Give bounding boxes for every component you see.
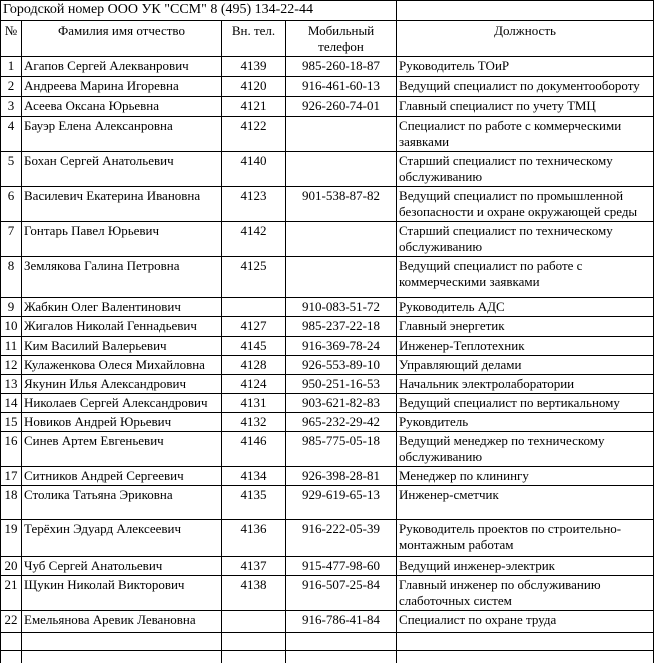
- cell-mobile[interactable]: 926-260-74-01: [286, 97, 397, 117]
- empty-cell: [22, 633, 222, 651]
- table-row: [1, 356, 654, 375]
- cell-name[interactable]: Новиков Андрей Юрьевич: [22, 413, 222, 432]
- cell-ext[interactable]: 4127: [222, 317, 286, 337]
- table-row: [1, 467, 654, 486]
- column-header-ext: Вн. тел.: [222, 21, 286, 57]
- cell-mobile[interactable]: 916-786-41-84: [286, 611, 397, 633]
- cell-num[interactable]: 8: [1, 257, 22, 298]
- cell-position[interactable]: Инженер-Теплотехник: [397, 337, 654, 356]
- cell-position[interactable]: Специалист по работе с коммерческими заявками: [397, 117, 654, 152]
- cell-mobile[interactable]: 915-477-98-60: [286, 557, 397, 576]
- cell-position[interactable]: Инженер-сметчик: [397, 486, 654, 520]
- table-row: [1, 413, 654, 432]
- header-row: [1, 21, 654, 57]
- cell-ext[interactable]: [222, 611, 286, 633]
- cell-mobile[interactable]: 916-461-60-13: [286, 77, 397, 97]
- cell-mobile[interactable]: 950-251-16-53: [286, 375, 397, 394]
- table-row: [1, 432, 654, 467]
- table-row: [1, 486, 654, 520]
- table-row: [1, 257, 654, 298]
- cell-name[interactable]: Гонтарь Павел Юрьевич: [22, 222, 222, 257]
- cell-mobile[interactable]: 926-553-89-10: [286, 356, 397, 375]
- cell-ext[interactable]: 4134: [222, 467, 286, 486]
- cell-position[interactable]: Ведущий специалист по работе с коммерческими заявками: [397, 257, 654, 298]
- cell-position[interactable]: Ведущий специалист по документообороту: [397, 77, 654, 97]
- cell-ext[interactable]: 4135: [222, 486, 286, 520]
- cell-name[interactable]: Емельянова Аревик Левановна: [22, 611, 222, 633]
- cell-num[interactable]: 18: [1, 486, 22, 520]
- cell-ext[interactable]: 4123: [222, 187, 286, 222]
- cell-name[interactable]: Асеева Оксана Юрьевна: [22, 97, 222, 117]
- cell-position[interactable]: Руководитель ТОиР: [397, 57, 654, 77]
- cell-position[interactable]: Начальник электролаборатории: [397, 375, 654, 394]
- cell-name[interactable]: Щукин Николай Викторович: [22, 576, 222, 611]
- cell-ext[interactable]: 4139: [222, 57, 286, 77]
- cell-position[interactable]: Управляющий делами: [397, 356, 654, 375]
- cell-name[interactable]: Василевич Екатерина Ивановна: [22, 187, 222, 222]
- cell-num[interactable]: 1: [1, 57, 22, 77]
- cell-num[interactable]: 16: [1, 432, 22, 467]
- cell-ext[interactable]: 4120: [222, 77, 286, 97]
- cell-position[interactable]: Ведущий специалист по промышленной безопасности и охране окружающей среды: [397, 187, 654, 222]
- cell-mobile[interactable]: 916-507-25-84: [286, 576, 397, 611]
- cell-name[interactable]: Кулаженкова Олеся Михайловна: [22, 356, 222, 375]
- empty-cell: [1, 633, 22, 651]
- empty-cell: [397, 651, 654, 663]
- cell-num[interactable]: 15: [1, 413, 22, 432]
- cell-position[interactable]: Ведущий специалист по вертикальному: [397, 394, 654, 413]
- empty-row: [1, 651, 654, 663]
- cell-mobile[interactable]: 985-260-18-87: [286, 57, 397, 77]
- cell-mobile[interactable]: 916-222-05-39: [286, 520, 397, 557]
- table-row: [1, 152, 654, 187]
- cell-name[interactable]: Жигалов Николай Геннадьевич: [22, 317, 222, 337]
- cell-name[interactable]: Бохан Сергей Анатольевич: [22, 152, 222, 187]
- table-row: [1, 611, 654, 633]
- cell-mobile[interactable]: 916-369-78-24: [286, 337, 397, 356]
- cell-ext[interactable]: 4138: [222, 576, 286, 611]
- cell-position[interactable]: Руководитель АДС: [397, 298, 654, 317]
- table-row: [1, 97, 654, 117]
- cell-ext[interactable]: 4140: [222, 152, 286, 187]
- cell-mobile[interactable]: [286, 152, 397, 187]
- table-title: Городской номер ООО УК "ССМ" 8 (495) 134-22-44: [1, 1, 397, 21]
- cell-name[interactable]: Андреева Марина Игоревна: [22, 77, 222, 97]
- table-row: [1, 187, 654, 222]
- cell-name[interactable]: Якунин Илья Александрович: [22, 375, 222, 394]
- cell-position[interactable]: Специалист по охране труда: [397, 611, 654, 633]
- cell-name[interactable]: Синев Артем Евгеньевич: [22, 432, 222, 467]
- empty-cell: [22, 651, 222, 663]
- cell-num[interactable]: 13: [1, 375, 22, 394]
- cell-ext[interactable]: 4124: [222, 375, 286, 394]
- cell-position[interactable]: Главный энергетик: [397, 317, 654, 337]
- table-row: [1, 557, 654, 576]
- empty-cell: [286, 633, 397, 651]
- cell-num[interactable]: 21: [1, 576, 22, 611]
- cell-mobile[interactable]: 929-619-65-13: [286, 486, 397, 520]
- empty-row: [1, 633, 654, 651]
- cell-num[interactable]: 5: [1, 152, 22, 187]
- empty-cell: [286, 651, 397, 663]
- cell-mobile[interactable]: 903-621-82-83: [286, 394, 397, 413]
- cell-num[interactable]: 2: [1, 77, 22, 97]
- cell-mobile[interactable]: 901-538-87-82: [286, 187, 397, 222]
- table-row: [1, 77, 654, 97]
- cell-name[interactable]: Ким Василий Валерьевич: [22, 337, 222, 356]
- column-header-mobile: Мобильный телефон: [286, 21, 397, 57]
- cell-num[interactable]: 10: [1, 317, 22, 337]
- cell-mobile[interactable]: [286, 257, 397, 298]
- cell-ext[interactable]: 4125: [222, 257, 286, 298]
- cell-position[interactable]: Главный инженер по обслуживанию слаботочных систем: [397, 576, 654, 611]
- cell-position[interactable]: Старший специалист по техническому обслуживанию: [397, 152, 654, 187]
- table-row: [1, 576, 654, 611]
- cell-position[interactable]: Руковдитель: [397, 413, 654, 432]
- cell-ext[interactable]: 4142: [222, 222, 286, 257]
- cell-ext[interactable]: [222, 298, 286, 317]
- table-row: [1, 337, 654, 356]
- cell-ext[interactable]: 4137: [222, 557, 286, 576]
- cell-num[interactable]: 11: [1, 337, 22, 356]
- cell-mobile[interactable]: [286, 222, 397, 257]
- table-row: [1, 520, 654, 557]
- cell-mobile[interactable]: [286, 117, 397, 152]
- empty-cell: [1, 651, 22, 663]
- cell-name[interactable]: Чуб Сергей Анатольевич: [22, 557, 222, 576]
- cell-ext[interactable]: 4145: [222, 337, 286, 356]
- cell-num[interactable]: 9: [1, 298, 22, 317]
- cell-ext[interactable]: 4131: [222, 394, 286, 413]
- cell-num[interactable]: 6: [1, 187, 22, 222]
- cell-ext[interactable]: 4128: [222, 356, 286, 375]
- table-row: [1, 317, 654, 337]
- cell-mobile[interactable]: 985-775-05-18: [286, 432, 397, 467]
- table-row: [1, 298, 654, 317]
- cell-ext[interactable]: 4122: [222, 117, 286, 152]
- cell-position[interactable]: Руководитель проектов по строительно-монтажным работам: [397, 520, 654, 557]
- cell-ext[interactable]: 4136: [222, 520, 286, 557]
- title-side-cell: [397, 1, 654, 21]
- column-header-num: №: [1, 21, 22, 57]
- cell-name[interactable]: Николаев Сергей Александрович: [22, 394, 222, 413]
- cell-ext[interactable]: 4132: [222, 413, 286, 432]
- cell-num[interactable]: 22: [1, 611, 22, 633]
- cell-mobile[interactable]: 965-232-29-42: [286, 413, 397, 432]
- cell-num[interactable]: 20: [1, 557, 22, 576]
- cell-name[interactable]: Ситников Андрей Сергеевич: [22, 467, 222, 486]
- cell-mobile[interactable]: 985-237-22-18: [286, 317, 397, 337]
- cell-num[interactable]: 7: [1, 222, 22, 257]
- cell-num[interactable]: 3: [1, 97, 22, 117]
- cell-name[interactable]: Столика Татьяна Эриковна: [22, 486, 222, 520]
- table-row: [1, 394, 654, 413]
- cell-position[interactable]: Ведущий инженер-электрик: [397, 557, 654, 576]
- empty-cell: [397, 633, 654, 651]
- table-row: [1, 222, 654, 257]
- cell-name[interactable]: Бауэр Елена Алексанровна: [22, 117, 222, 152]
- cell-name[interactable]: Жабкин Олег Валентинович: [22, 298, 222, 317]
- cell-name[interactable]: Землякова Галина Петровна: [22, 257, 222, 298]
- title-row: [1, 1, 654, 21]
- table-row: [1, 375, 654, 394]
- cell-ext[interactable]: 4121: [222, 97, 286, 117]
- empty-cell: [222, 633, 286, 651]
- cell-position[interactable]: Главный специалист по учету ТМЦ: [397, 97, 654, 117]
- cell-position[interactable]: Старший специалист по техническому обслуживанию: [397, 222, 654, 257]
- cell-num[interactable]: 14: [1, 394, 22, 413]
- cell-position[interactable]: Ведущий менеджер по техническому обслуживанию: [397, 432, 654, 467]
- cell-position[interactable]: Менеджер по клинингу: [397, 467, 654, 486]
- column-header-position: Должность: [397, 21, 654, 57]
- column-header-name: Фамилия имя отчество: [22, 21, 222, 57]
- cell-num[interactable]: 4: [1, 117, 22, 152]
- table-row: [1, 57, 654, 77]
- cell-num[interactable]: 19: [1, 520, 22, 557]
- cell-num[interactable]: 17: [1, 467, 22, 486]
- table-row: [1, 117, 654, 152]
- empty-cell: [222, 651, 286, 663]
- cell-name[interactable]: Терёхин Эдуард Алексеевич: [22, 520, 222, 557]
- cell-mobile[interactable]: 926-398-28-81: [286, 467, 397, 486]
- cell-mobile[interactable]: 910-083-51-72: [286, 298, 397, 317]
- cell-ext[interactable]: 4146: [222, 432, 286, 467]
- cell-name[interactable]: Агапов Сергей Алекванрович: [22, 57, 222, 77]
- cell-num[interactable]: 12: [1, 356, 22, 375]
